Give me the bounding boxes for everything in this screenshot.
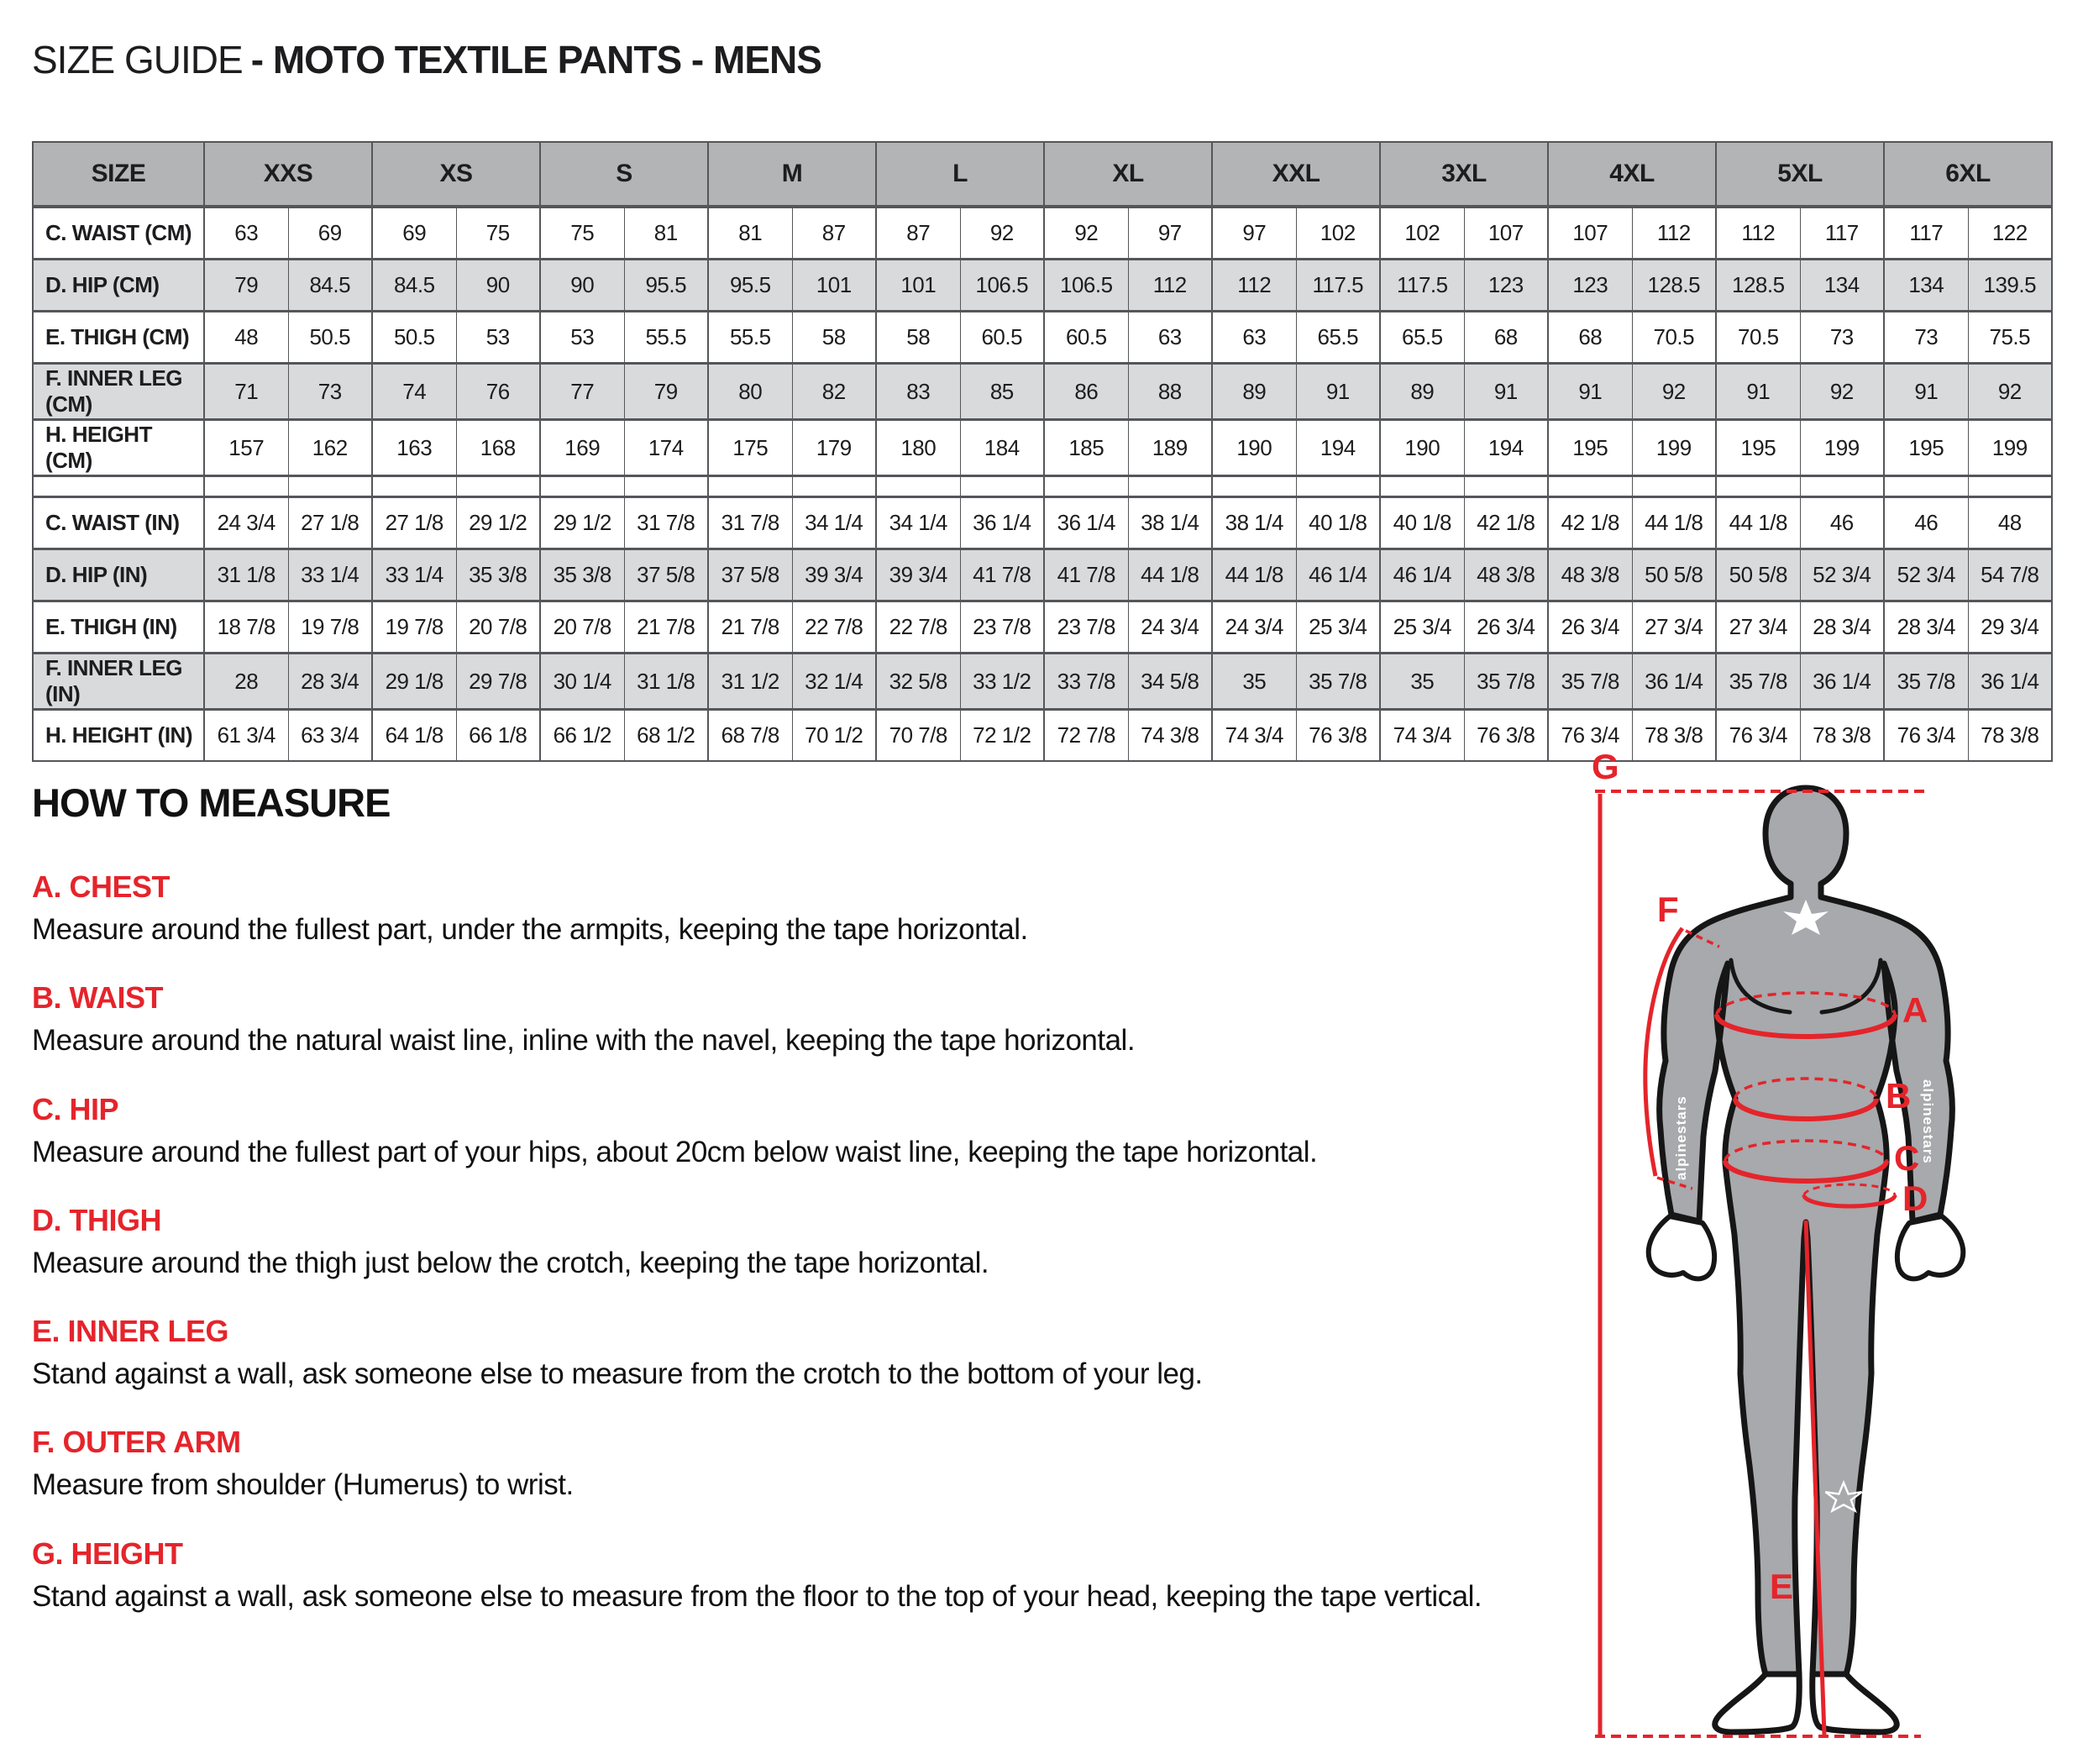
size-value-cell: 28 3/4 (288, 654, 372, 710)
size-value-cell: 50 5/8 (1632, 549, 1716, 601)
size-value-cell: 157 (204, 420, 288, 476)
size-value-cell: 40 1/8 (1380, 497, 1464, 549)
size-value-cell: 72 7/8 (1044, 710, 1128, 762)
page-title-bold: - MOTO TEXTILE PANTS - MENS (250, 38, 821, 81)
size-value-cell: 48 3/8 (1464, 549, 1548, 601)
size-value-cell: 42 1/8 (1548, 497, 1632, 549)
size-value-cell: 68 (1548, 312, 1632, 364)
size-value-cell: 35 7/8 (1716, 654, 1800, 710)
size-value-cell: 40 1/8 (1296, 497, 1380, 549)
left-foot (1715, 1674, 1799, 1732)
size-value-cell: 37 5/8 (708, 549, 792, 601)
size-column-header: 5XL (1716, 142, 1884, 207)
size-value-cell: 52 3/4 (1800, 549, 1884, 601)
size-value-cell: 24 3/4 (204, 497, 288, 549)
size-value-cell: 73 (288, 364, 372, 420)
size-table-row (33, 420, 2052, 476)
size-value-cell: 91 (1884, 364, 1968, 420)
size-value-cell: 92 (1968, 364, 2052, 420)
measure-section-text: Measure from shoulder (Humerus) to wrist. (32, 1468, 574, 1502)
size-value-cell: 60.5 (1044, 312, 1128, 364)
size-value-cell: 91 (1296, 364, 1380, 420)
size-value-cell: 82 (792, 364, 876, 420)
size-value-cell: 28 3/4 (1884, 601, 1968, 654)
size-value-cell: 179 (792, 420, 876, 476)
size-value-cell: 76 3/8 (1296, 710, 1380, 762)
size-value-cell: 23 7/8 (1044, 601, 1128, 654)
size-value-cell: 89 (1212, 364, 1296, 420)
size-value-cell: 76 3/4 (1716, 710, 1800, 762)
size-value-cell: 91 (1464, 364, 1548, 420)
size-value-cell: 50 5/8 (1716, 549, 1800, 601)
size-value-cell: 75 (540, 207, 624, 260)
size-value-cell: 24 3/4 (1128, 601, 1212, 654)
size-value-cell: 117 (1884, 207, 1968, 260)
size-column-header: 6XL (1884, 142, 2052, 207)
size-table-row (33, 497, 2052, 549)
size-value-cell: 128.5 (1632, 260, 1716, 312)
size-value-cell: 55.5 (624, 312, 708, 364)
size-value-cell: 189 (1128, 420, 1212, 476)
size-table-row (33, 654, 2052, 710)
size-table-row (33, 312, 2052, 364)
size-value-cell: 18 7/8 (204, 601, 288, 654)
size-value-cell: 63 3/4 (288, 710, 372, 762)
size-value-cell: 22 7/8 (876, 601, 960, 654)
size-value-cell: 162 (288, 420, 372, 476)
size-value-cell: 36 1/4 (1968, 654, 2052, 710)
size-value-cell: 21 7/8 (708, 601, 792, 654)
measure-section-text: Stand against a wall, ask someone else to measure from the floor to the top of your head, keeping the tape vertical. (32, 1579, 1482, 1613)
size-value-cell: 190 (1380, 420, 1464, 476)
size-value-cell: 41 7/8 (960, 549, 1044, 601)
size-value-cell: 106.5 (1044, 260, 1128, 312)
size-value-cell: 29 1/2 (540, 497, 624, 549)
diagram-label-d: D (1902, 1179, 1928, 1218)
size-value-cell: 34 1/4 (876, 497, 960, 549)
size-value-cell: 74 3/4 (1380, 710, 1464, 762)
size-value-cell: 77 (540, 364, 624, 420)
measure-section (32, 1536, 1577, 1614)
size-value-cell: 194 (1296, 420, 1380, 476)
size-value-cell: 53 (456, 312, 540, 364)
row-label: D. HIP (CM) (45, 272, 160, 297)
measure-section-text: Measure around the thigh just below the crotch, keeping the tape horizontal. (32, 1246, 989, 1279)
size-value-cell: 68 1/2 (624, 710, 708, 762)
size-value-cell: 32 1/4 (792, 654, 876, 710)
size-value-cell: 31 1/8 (624, 654, 708, 710)
size-value-cell: 80 (708, 364, 792, 420)
size-value-cell: 180 (876, 420, 960, 476)
how-to-measure-title: HOW TO MEASURE (32, 780, 391, 825)
size-value-cell: 31 1/8 (204, 549, 288, 601)
size-value-cell: 112 (1716, 207, 1800, 260)
measure-section-text: Measure around the fullest part, under the armpits, keeping the tape horizontal. (32, 913, 1028, 946)
size-table-body (33, 207, 2052, 761)
measure-section-heading: G. HEIGHT (32, 1536, 183, 1571)
size-value-cell: 168 (456, 420, 540, 476)
size-value-cell: 74 (372, 364, 456, 420)
measurement-diagram (1592, 752, 2070, 1747)
page-title-light: SIZE GUIDE (32, 38, 243, 81)
measure-section-text: Measure around the fullest part of your hips, about 20cm below waist line, keeping the tape horizontal. (32, 1135, 1318, 1168)
row-label: H. HEIGHT (IN) (45, 722, 192, 748)
size-column-header: XS (372, 142, 540, 207)
measure-section (32, 1203, 1577, 1280)
size-value-cell: 70 7/8 (876, 710, 960, 762)
size-value-cell: 134 (1800, 260, 1884, 312)
size-value-cell: 53 (540, 312, 624, 364)
size-value-cell: 28 (204, 654, 288, 710)
size-value-cell: 46 (1884, 497, 1968, 549)
size-value-cell: 199 (1632, 420, 1716, 476)
size-value-cell: 199 (1968, 420, 2052, 476)
size-value-cell: 184 (960, 420, 1044, 476)
size-value-cell: 92 (1632, 364, 1716, 420)
measure-section-text: Stand against a wall, ask someone else to measure from the crotch to the bottom of your leg. (32, 1357, 1203, 1390)
size-value-cell: 33 1/4 (288, 549, 372, 601)
size-value-cell: 68 (1464, 312, 1548, 364)
size-value-cell: 85 (960, 364, 1044, 420)
size-column-header: 3XL (1380, 142, 1548, 207)
row-label: H. HEIGHT (CM) (45, 422, 152, 473)
size-value-cell: 46 (1800, 497, 1884, 549)
size-value-cell: 195 (1716, 420, 1800, 476)
size-value-cell: 21 7/8 (624, 601, 708, 654)
size-value-cell: 34 1/4 (792, 497, 876, 549)
spacer-row (33, 476, 2052, 497)
size-value-cell: 139.5 (1968, 260, 2052, 312)
size-value-cell: 29 1/8 (372, 654, 456, 710)
size-guide-table (32, 141, 2053, 762)
size-value-cell: 128.5 (1716, 260, 1800, 312)
size-value-cell: 79 (624, 364, 708, 420)
alpinestars-right-forearm-text: alpinestars (1920, 1079, 1936, 1164)
size-value-cell: 107 (1464, 207, 1548, 260)
size-value-cell: 72 1/2 (960, 710, 1044, 762)
size-value-cell: 31 7/8 (624, 497, 708, 549)
size-value-cell: 78 3/8 (1800, 710, 1884, 762)
size-value-cell: 36 1/4 (1632, 654, 1716, 710)
size-value-cell: 190 (1212, 420, 1296, 476)
size-value-cell: 48 (1968, 497, 2052, 549)
diagram-label-g: G (1592, 752, 1619, 786)
size-value-cell: 102 (1296, 207, 1380, 260)
measure-section-heading: F. OUTER ARM (32, 1425, 241, 1460)
size-value-cell: 20 7/8 (540, 601, 624, 654)
row-label: E. THIGH (CM) (45, 324, 190, 349)
size-value-cell: 44 1/8 (1212, 549, 1296, 601)
size-value-cell: 185 (1044, 420, 1128, 476)
left-glove (1649, 1216, 1714, 1278)
size-value-cell: 117.5 (1296, 260, 1380, 312)
size-value-cell: 46 1/4 (1296, 549, 1380, 601)
size-value-cell: 27 1/8 (372, 497, 456, 549)
size-value-cell: 46 1/4 (1380, 549, 1464, 601)
size-value-cell: 25 3/4 (1380, 601, 1464, 654)
size-value-cell: 97 (1212, 207, 1296, 260)
page-title (32, 37, 821, 82)
size-value-cell: 65.5 (1380, 312, 1464, 364)
size-value-cell: 76 (456, 364, 540, 420)
size-value-cell: 38 1/4 (1212, 497, 1296, 549)
size-value-cell: 39 3/4 (876, 549, 960, 601)
right-glove (1897, 1216, 1963, 1278)
size-value-cell: 44 1/8 (1716, 497, 1800, 549)
size-value-cell: 63 (1212, 312, 1296, 364)
diagram-label-b: B (1886, 1076, 1912, 1116)
measure-section (32, 869, 1577, 947)
size-value-cell: 19 7/8 (288, 601, 372, 654)
diagram-label-c: C (1894, 1138, 1920, 1178)
row-label: F. INNER LEG (IN) (45, 655, 183, 706)
size-value-cell: 76 3/4 (1548, 710, 1632, 762)
size-value-cell: 48 3/8 (1548, 549, 1632, 601)
size-value-cell: 31 1/2 (708, 654, 792, 710)
measure-section-heading: E. INNER LEG (32, 1314, 229, 1348)
size-value-cell: 35 7/8 (1884, 654, 1968, 710)
size-value-cell: 38 1/4 (1128, 497, 1212, 549)
row-label: D. HIP (IN) (45, 562, 148, 587)
size-value-cell: 41 7/8 (1044, 549, 1128, 601)
size-value-cell: 35 7/8 (1464, 654, 1548, 710)
size-value-cell: 89 (1380, 364, 1464, 420)
size-value-cell: 52 3/4 (1884, 549, 1968, 601)
size-value-cell: 78 3/8 (1632, 710, 1716, 762)
diagram-label-f: F (1657, 890, 1679, 929)
size-value-cell: 33 1/4 (372, 549, 456, 601)
size-column-header: XXL (1212, 142, 1380, 207)
size-value-cell: 87 (792, 207, 876, 260)
size-value-cell: 69 (288, 207, 372, 260)
size-value-cell: 34 5/8 (1128, 654, 1212, 710)
size-value-cell: 95.5 (708, 260, 792, 312)
row-label: C. WAIST (CM) (45, 220, 192, 245)
size-value-cell: 69 (372, 207, 456, 260)
size-value-cell: 107 (1548, 207, 1632, 260)
size-value-cell: 73 (1884, 312, 1968, 364)
size-value-cell: 95.5 (624, 260, 708, 312)
size-value-cell: 92 (1044, 207, 1128, 260)
size-value-cell: 29 3/4 (1968, 601, 2052, 654)
size-value-cell: 122 (1968, 207, 2052, 260)
size-value-cell: 55.5 (708, 312, 792, 364)
size-value-cell: 101 (792, 260, 876, 312)
size-value-cell: 36 1/4 (1800, 654, 1884, 710)
size-value-cell: 31 7/8 (708, 497, 792, 549)
measure-section (32, 1425, 1577, 1502)
size-value-cell: 81 (708, 207, 792, 260)
size-column-header: L (876, 142, 1044, 207)
size-value-cell: 91 (1548, 364, 1632, 420)
size-value-cell: 83 (876, 364, 960, 420)
size-value-cell: 20 7/8 (456, 601, 540, 654)
size-value-cell: 102 (1380, 207, 1464, 260)
size-value-cell: 68 7/8 (708, 710, 792, 762)
size-guide-table-container (32, 141, 2053, 762)
size-value-cell: 195 (1548, 420, 1632, 476)
size-value-cell: 50.5 (288, 312, 372, 364)
size-value-cell: 66 1/2 (540, 710, 624, 762)
size-value-cell: 92 (960, 207, 1044, 260)
size-value-cell: 35 7/8 (1548, 654, 1632, 710)
size-value-cell: 106.5 (960, 260, 1044, 312)
size-value-cell: 65.5 (1296, 312, 1380, 364)
size-column-header: XXS (204, 142, 372, 207)
size-value-cell: 35 7/8 (1296, 654, 1380, 710)
diagram-label-e: E (1770, 1567, 1794, 1606)
size-value-cell: 123 (1464, 260, 1548, 312)
size-value-cell: 86 (1044, 364, 1128, 420)
size-value-cell: 163 (372, 420, 456, 476)
size-column-header: XL (1044, 142, 1212, 207)
size-table-row (33, 260, 2052, 312)
size-value-cell: 58 (792, 312, 876, 364)
size-value-cell: 134 (1884, 260, 1968, 312)
size-value-cell: 63 (1128, 312, 1212, 364)
diagram-label-a: A (1902, 990, 1928, 1030)
size-value-cell: 195 (1884, 420, 1968, 476)
size-value-cell: 26 3/4 (1464, 601, 1548, 654)
size-value-cell: 87 (876, 207, 960, 260)
size-value-cell: 117.5 (1380, 260, 1464, 312)
size-value-cell: 36 1/4 (1044, 497, 1128, 549)
size-value-cell: 48 (204, 312, 288, 364)
measure-section (32, 1092, 1577, 1169)
size-value-cell: 70.5 (1632, 312, 1716, 364)
size-value-cell: 61 3/4 (204, 710, 288, 762)
alpinestars-left-forearm-text: alpinestars (1673, 1095, 1689, 1180)
size-value-cell: 25 3/4 (1296, 601, 1380, 654)
size-value-cell: 78 3/8 (1968, 710, 2052, 762)
size-value-cell: 76 3/8 (1464, 710, 1548, 762)
size-value-cell: 70.5 (1716, 312, 1800, 364)
measure-section-heading: C. HIP (32, 1091, 119, 1126)
size-value-cell: 33 1/2 (960, 654, 1044, 710)
size-table-head-row (33, 142, 2052, 207)
size-value-cell: 84.5 (372, 260, 456, 312)
size-value-cell: 175 (708, 420, 792, 476)
size-value-cell: 32 5/8 (876, 654, 960, 710)
size-value-cell: 27 3/4 (1716, 601, 1800, 654)
size-value-cell: 36 1/4 (960, 497, 1044, 549)
size-value-cell: 35 (1380, 654, 1464, 710)
body-diagram-svg (1592, 752, 2070, 1747)
size-value-cell: 28 3/4 (1800, 601, 1884, 654)
size-value-cell: 37 5/8 (624, 549, 708, 601)
size-table-row (33, 364, 2052, 420)
size-value-cell: 33 7/8 (1044, 654, 1128, 710)
size-value-cell: 174 (624, 420, 708, 476)
size-value-cell: 70 1/2 (792, 710, 876, 762)
size-value-cell: 112 (1632, 207, 1716, 260)
size-value-cell: 71 (204, 364, 288, 420)
measure-section-heading: B. WAIST (32, 980, 163, 1016)
size-value-cell: 66 1/8 (456, 710, 540, 762)
size-value-cell: 44 1/8 (1128, 549, 1212, 601)
size-value-cell: 90 (540, 260, 624, 312)
size-value-cell: 29 1/2 (456, 497, 540, 549)
size-value-cell: 27 1/8 (288, 497, 372, 549)
size-value-cell: 35 (1212, 654, 1296, 710)
size-value-cell: 194 (1464, 420, 1548, 476)
size-value-cell: 26 3/4 (1548, 601, 1632, 654)
row-label: C. WAIST (IN) (45, 510, 180, 535)
size-value-cell: 22 7/8 (792, 601, 876, 654)
size-column-header: M (708, 142, 876, 207)
size-value-cell: 74 3/4 (1212, 710, 1296, 762)
measure-section-heading: D. THIGH (32, 1202, 161, 1237)
size-value-cell: 169 (540, 420, 624, 476)
size-value-cell: 35 3/8 (540, 549, 624, 601)
size-value-cell: 81 (624, 207, 708, 260)
size-value-cell: 75.5 (1968, 312, 2052, 364)
size-value-cell: 92 (1800, 364, 1884, 420)
size-value-cell: 73 (1800, 312, 1884, 364)
size-value-cell: 54 7/8 (1968, 549, 2052, 601)
size-value-cell: 91 (1716, 364, 1800, 420)
size-column-header: S (540, 142, 708, 207)
measure-section-text: Measure around the natural waist line, inline with the navel, keeping the tape horizontal. (32, 1024, 1136, 1058)
size-column-header: 4XL (1548, 142, 1716, 207)
size-value-cell: 79 (204, 260, 288, 312)
size-value-cell: 44 1/8 (1632, 497, 1716, 549)
size-value-cell: 112 (1128, 260, 1212, 312)
size-value-cell: 74 3/8 (1128, 710, 1212, 762)
size-value-cell: 60.5 (960, 312, 1044, 364)
size-value-cell: 63 (204, 207, 288, 260)
size-value-cell: 19 7/8 (372, 601, 456, 654)
measure-section (32, 980, 1577, 1058)
size-value-cell: 35 3/8 (456, 549, 540, 601)
size-value-cell: 58 (876, 312, 960, 364)
size-table-row (33, 549, 2052, 601)
measure-section (32, 1314, 1577, 1391)
size-value-cell: 29 7/8 (456, 654, 540, 710)
size-value-cell: 27 3/4 (1632, 601, 1716, 654)
size-value-cell: 97 (1128, 207, 1212, 260)
size-value-cell: 84.5 (288, 260, 372, 312)
size-value-cell: 39 3/4 (792, 549, 876, 601)
how-to-measure-sections (32, 869, 1577, 1614)
size-value-cell: 75 (456, 207, 540, 260)
row-label: F. INNER LEG (CM) (45, 365, 183, 417)
how-to-measure (32, 780, 1577, 1647)
size-header-cell: SIZE (33, 142, 204, 207)
size-value-cell: 101 (876, 260, 960, 312)
measure-section-heading: A. CHEST (32, 869, 171, 904)
size-value-cell: 42 1/8 (1464, 497, 1548, 549)
size-value-cell: 50.5 (372, 312, 456, 364)
size-value-cell: 30 1/4 (540, 654, 624, 710)
size-value-cell: 112 (1212, 260, 1296, 312)
size-value-cell: 117 (1800, 207, 1884, 260)
size-value-cell: 23 7/8 (960, 601, 1044, 654)
size-value-cell: 24 3/4 (1212, 601, 1296, 654)
size-value-cell: 123 (1548, 260, 1632, 312)
size-value-cell: 90 (456, 260, 540, 312)
size-value-cell: 76 3/4 (1884, 710, 1968, 762)
size-table-row (33, 601, 2052, 654)
size-value-cell: 64 1/8 (372, 710, 456, 762)
size-table-row (33, 207, 2052, 260)
size-value-cell: 88 (1128, 364, 1212, 420)
row-label: E. THIGH (IN) (45, 614, 177, 639)
size-value-cell: 199 (1800, 420, 1884, 476)
